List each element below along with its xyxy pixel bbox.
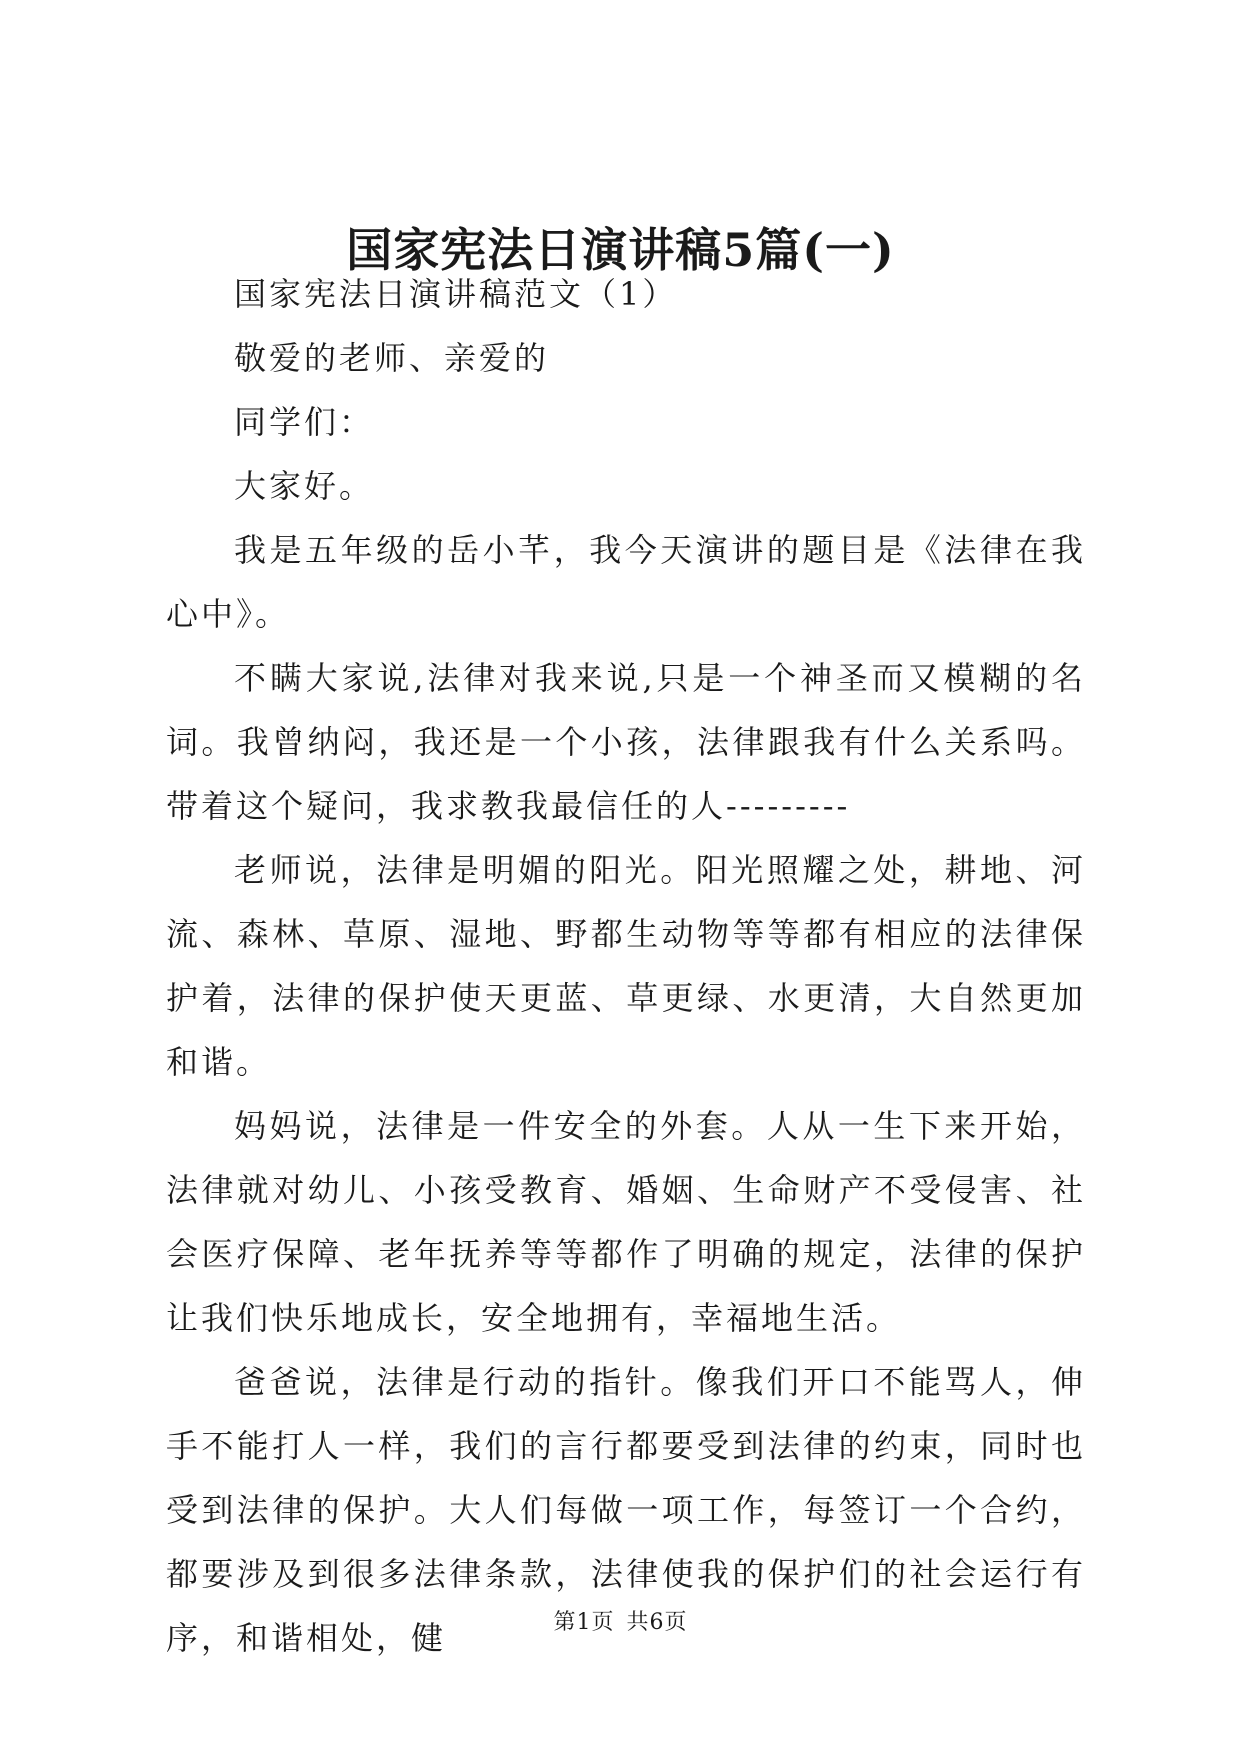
paragraph-question: 不瞒大家说,法律对我来说,只是一个神圣而又模糊的名词。我曾纳闷，我还是一个小孩，法律跟我有什么关系吗。带着这个疑问，我求教我最信任的人---------	[166, 659, 1086, 825]
page-number: 第1页	[553, 1610, 615, 1635]
paragraph-subtitle: 国家宪法日演讲稿范文（1）	[234, 275, 678, 313]
paragraph-salutation: 敬爱的老师、亲爱的	[234, 339, 550, 377]
page-total: 共6页	[626, 1610, 688, 1635]
document-title: 国家宪法日演讲稿5篇(一)	[346, 223, 895, 277]
page-footer	[0, 1608, 1241, 1638]
paragraph-teacher: 老师说，法律是明媚的阳光。阳光照耀之处，耕地、河流、森林、草原、湿地、野都生动物等等都有相应的法律保护着，法律的保护使天更蓝、草更绿、水更清，大自然更加和谐。	[166, 851, 1086, 1081]
paragraph-greeting: 大家好。	[234, 467, 375, 505]
paragraph-intro: 我是五年级的岳小芊，我今天演讲的题目是《法律在我心中》。	[166, 531, 1086, 633]
document-body	[166, 262, 1086, 1670]
paragraph-salutation-cont: 同学们：	[234, 403, 375, 441]
paragraph-mother: 妈妈说，法律是一件安全的外套。人从一生下来开始，法律就对幼儿、小孩受教育、婚姻、生命财产不受侵害、社会医疗保障、老年抚养等等都作了明确的规定，法律的保护让我们快乐地成长，安全地拥有，幸福地生活。	[166, 1107, 1086, 1337]
paragraph-father: 爸爸说，法律是行动的指针。像我们开口不能骂人，伸手不能打人一样，我们的言行都要受到法律的约束，同时也受到法律的保护。大人们每做一项工作，每签订一个合约，都要涉及到很多法律条款，法律使我的保护们的社会运行有序，和谐相处，健	[166, 1363, 1086, 1657]
